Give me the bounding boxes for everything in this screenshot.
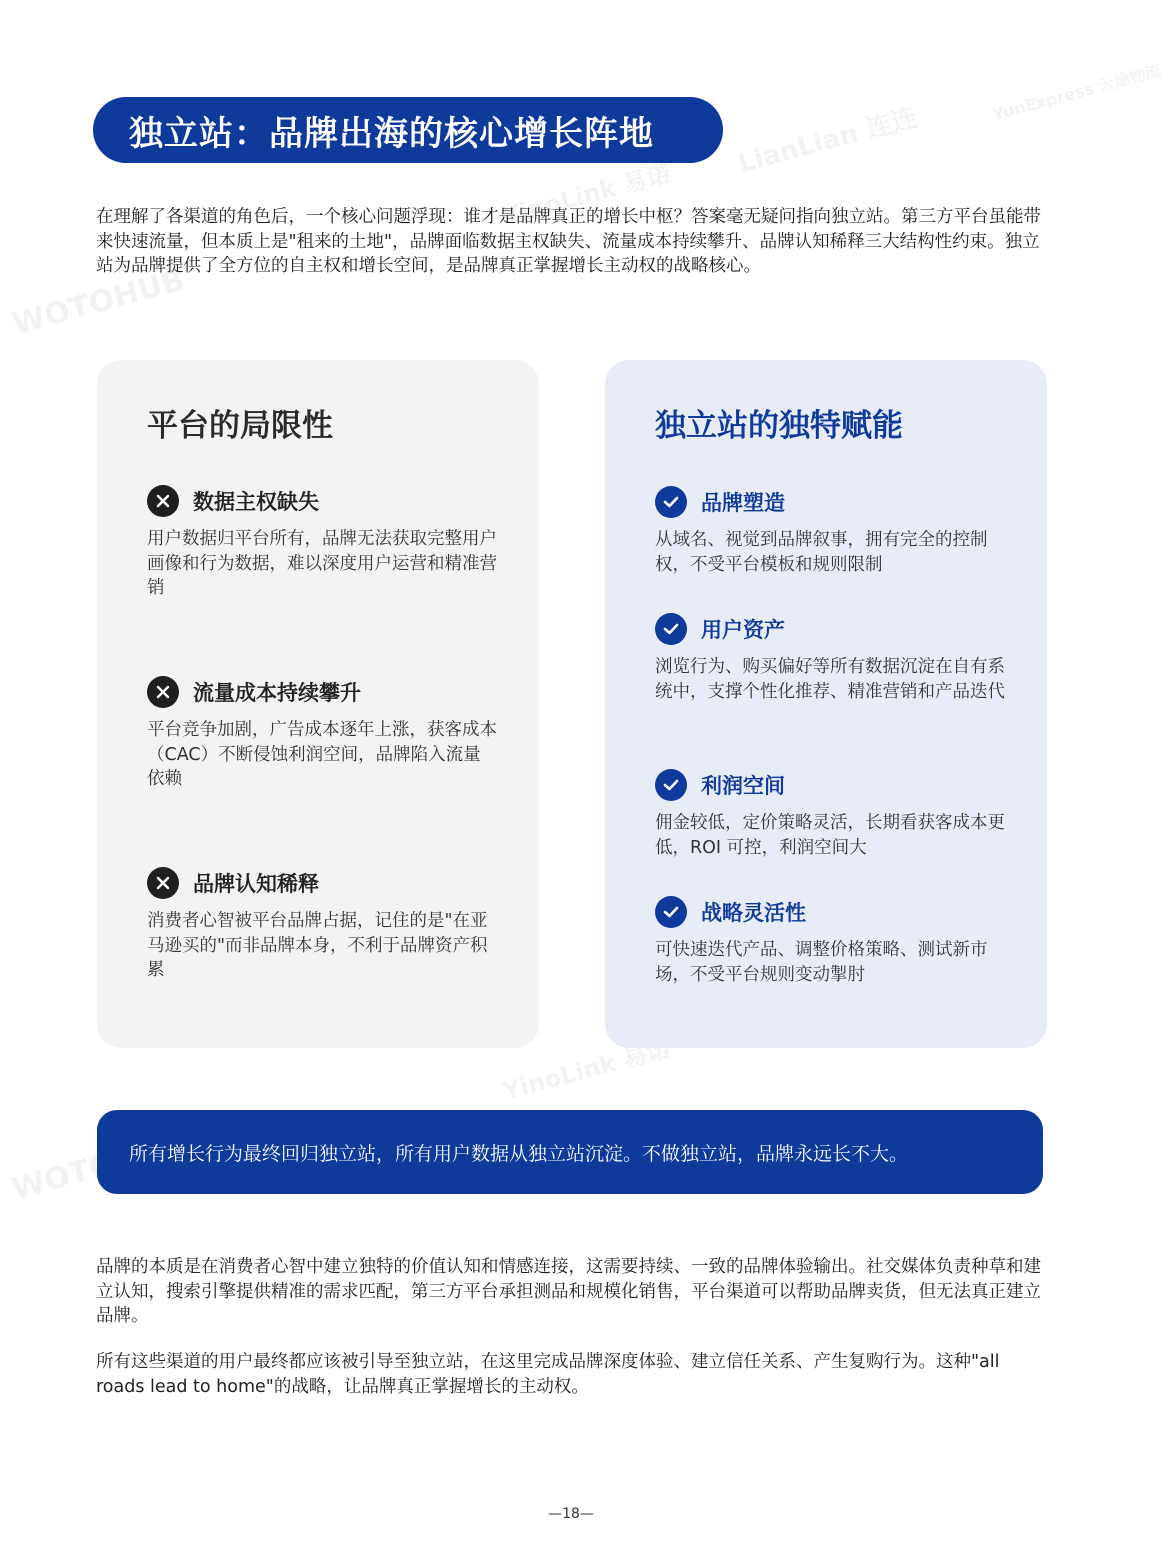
item-description: 消费者心智被平台品牌占据，记住的是"在亚马逊买的"而非品牌本身，不利于品牌资产积累 (147, 911, 488, 980)
independent-site-card (605, 360, 1047, 1048)
benefit-item (655, 896, 1005, 987)
item-title: 用户资产 (701, 618, 785, 642)
item-description: 浏览行为、购买偏好等所有数据沉淀在自有系统中，支撑个性化推荐、精准营销和产品迭代 (655, 657, 1005, 702)
watermark-yinolink-2: YinoLink 易诺 (499, 1034, 674, 1106)
item-description: 佣金较低，定价策略灵活，长期看获客成本更低，ROI 可控，利润空间大 (655, 813, 1005, 858)
limitation-item (147, 676, 497, 792)
page-number: —18— (548, 1506, 594, 1522)
x-icon (147, 676, 179, 708)
watermark-wotohub: WOTOHUB (8, 262, 189, 343)
item-description: 从域名、视觉到品牌叙事，拥有完全的控制权，不受平台模板和规则限制 (655, 530, 988, 575)
item-title: 品牌认知稀释 (193, 872, 319, 896)
check-icon (655, 769, 687, 801)
limitation-item (147, 867, 497, 983)
benefit-item (655, 486, 1005, 577)
check-icon (655, 613, 687, 645)
card-title: 独立站的独特赋能 (655, 408, 903, 444)
item-title: 品牌塑造 (701, 491, 785, 515)
watermark-yunexpress: YunExpress 云途物流 (990, 60, 1163, 125)
benefit-item (655, 613, 1005, 704)
item-title: 数据主权缺失 (193, 490, 319, 514)
item-title: 战略灵活性 (701, 901, 806, 925)
item-description: 可快速迭代产品、调整价格策略、测试新市场，不受平台规则变动掣肘 (655, 940, 988, 985)
card-title: 平台的局限性 (147, 408, 333, 444)
watermark-yinolink: YinoLink 易诺 (499, 159, 674, 231)
intro-paragraph: 在理解了各渠道的角色后，一个核心问题浮现：谁才是品牌真正的增长中枢？答案毫无疑问指向独立站。第三方平台虽能带来快速流量，但本质上是"租来的土地"，品牌面临数据主权缺失、流量成本持续攀升、品牌认知稀释三大结构性约束。独立站为品牌提供了全方位的自主权和增长空间，是品牌真正掌握增长主动权的战略核心。 (96, 207, 1041, 276)
body-paragraph-2: 所有这些渠道的用户最终都应该被引导至独立站，在这里完成品牌深度体验、建立信任关系、产生复购行为。这种"all roads lead to home"的战略，让品牌真正掌握增长的主动权。 (96, 1352, 1000, 1397)
x-icon (147, 485, 179, 517)
check-icon (655, 896, 687, 928)
page-title: 独立站：品牌出海的核心增长阵地 (93, 97, 723, 163)
watermark-lianlian: LianLian 连连 (734, 102, 921, 180)
benefit-item (655, 769, 1005, 860)
limitation-item (147, 485, 497, 601)
highlight-banner: 所有增长行为最终回归独立站，所有用户数据从独立站沉淀。不做独立站，品牌永远长不大。 (97, 1110, 1043, 1194)
item-title: 利润空间 (701, 774, 785, 798)
platform-limitations-card (97, 360, 539, 1048)
check-icon (655, 486, 687, 518)
item-title: 流量成本持续攀升 (193, 681, 361, 705)
body-paragraph-1: 品牌的本质是在消费者心智中建立独特的价值认知和情感连接，这需要持续、一致的品牌体验输出。社交媒体负责种草和建立认知，搜索引擎提供精准的需求匹配，第三方平台承担测品和规模化销售，平台渠道可以帮助品牌卖货，但无法真正建立品牌。 (96, 1257, 1041, 1326)
item-description: 平台竞争加剧，广告成本逐年上涨，获客成本（CAC）不断侵蚀利润空间，品牌陷入流量依赖 (147, 720, 497, 789)
x-icon (147, 867, 179, 899)
item-description: 用户数据归平台所有，品牌无法获取完整用户画像和行为数据，难以深度用户运营和精准营销 (147, 529, 497, 598)
